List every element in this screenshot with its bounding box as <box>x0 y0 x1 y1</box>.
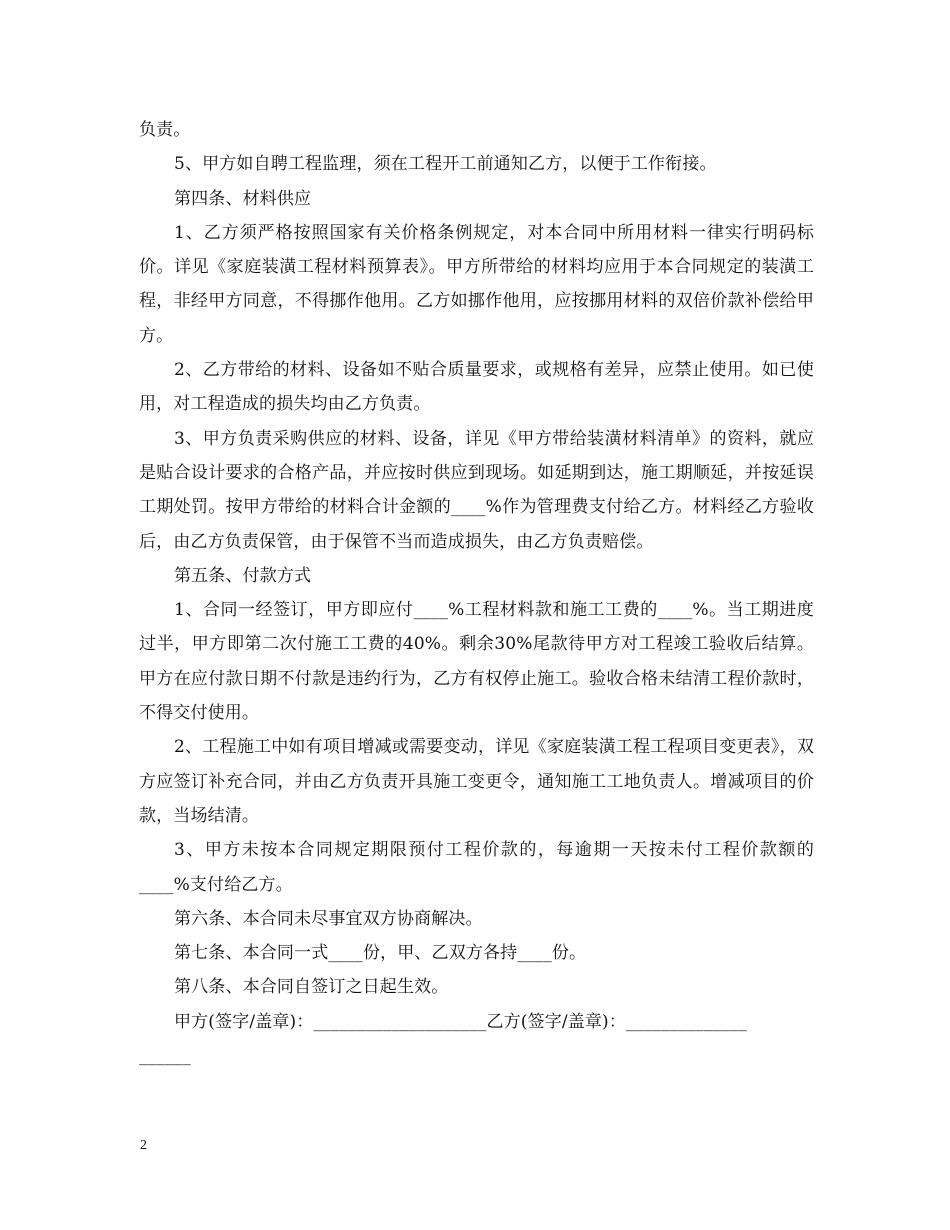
section-heading: 第七条、本合同一式____份，甲、乙双方各持____份。 <box>174 943 587 964</box>
paragraph: 1、合同一经签订，甲方即应付____%工程材料款和施工工费的____%。当工期进度过半，甲方即第二次付施工工费的40%。剩余30%尾款待甲方对工程竣工验收后结算。甲方在应付款日期不付款是违约行为，乙方有权停止施工。验收合格未结清工程价款时，不得交付使用。 <box>139 600 814 724</box>
signature-line-continuation: ______ <box>139 1046 191 1067</box>
paragraph: 3、甲方未按本合同规定期限预付工程价款的，每逾期一天按未付工程价款额的____%支付给乙方。 <box>139 840 814 895</box>
section-heading: 第四条、材料供应 <box>174 188 312 209</box>
signature-line: 甲方(签字/盖章)：____________________乙方(签字/盖章)：______________ <box>174 1011 748 1032</box>
section-heading: 第八条、本合同自签订之日起生效。 <box>174 977 449 998</box>
section-heading: 第五条、付款方式 <box>174 565 312 586</box>
page-number: 2 <box>140 1138 147 1153</box>
paragraph: 1、乙方须严格按照国家有关价格条例规定，对本合同中所用材料一律实行明码标价。详见《家庭装潢工程材料预算表》。甲方所带给的材料均应用于本合同规定的装潢工程，非经甲方同意，不得挪作他用。乙方如挪作他用，应按挪用材料的双倍价款补偿给甲方。 <box>139 222 814 346</box>
paragraph: 5、甲方如自聘工程监理，须在工程开工前通知乙方，以便于工作衔接。 <box>174 154 717 175</box>
paragraph: 负责。 <box>139 120 191 140</box>
section-heading: 第六条、本合同未尽事宜双方协商解决。 <box>174 908 483 929</box>
paragraph: 2、工程施工中如有项目增减或需要变动，详见《家庭装潢工程工程项目变更表》，双方应签订补充合同，并由乙方负责开具施工变更令，通知施工工地负责人。增减项目的价款，当场结清。 <box>139 737 814 826</box>
document-body <box>139 113 814 1073</box>
paragraph: 2、乙方带给的材料、设备如不贴合质量要求，或规格有差异，应禁止使用。如已使用，对工程造成的损失均由乙方负责。 <box>139 360 814 415</box>
paragraph: 3、甲方负责采购供应的材料、设备，详见《甲方带给装潢材料清单》的资料，就应是贴合设计要求的合格产品，并应按时供应到现场。如延期到达，施工期顺延，并按延误工期处罚。按甲方带给的材料合计金额的____%作为管理费支付给乙方。材料经乙方验收后，由乙方负责保管，由于保管不当而造成损失，由乙方负责赔偿。 <box>139 428 814 552</box>
